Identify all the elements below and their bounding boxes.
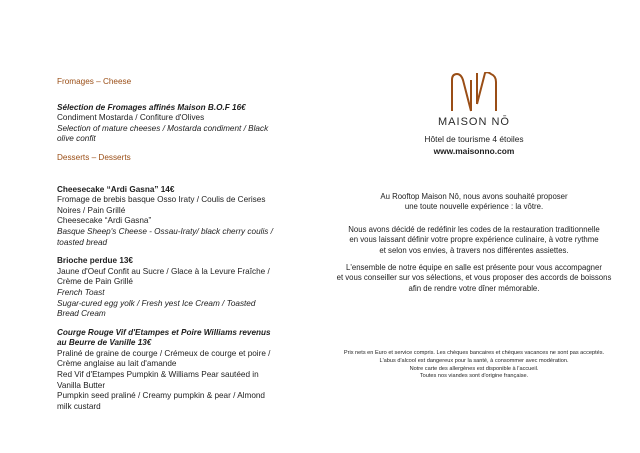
desserts-section-title: Desserts – Desserts [57, 152, 131, 162]
footer-line-2: L'abus d'alcool est dangereux pour la santé, à consommer avec modération. [379, 357, 569, 364]
dessert-1-en: Basque Sheep's Cheese - Ossau-Iraty/ black cherry coulis / [57, 226, 273, 236]
dessert-2-en-2: Bread Cream [57, 309, 106, 319]
dessert-1-en-name: Cheesecake “Ardi Gasna” [57, 216, 152, 226]
dessert-1-fr: Fromage de brebis basque Osso Iraty / Coulis de Cerises [57, 195, 266, 205]
intro-p3-line-1: L'ensemble de notre équipe en salle est présente pour vous accompagner [346, 263, 602, 272]
intro-p2-line-3: et selon vos envies, à travers nos différentes assiettes. [379, 245, 569, 255]
footer-line-4: Toutes nos viandes sont d'origine française. [419, 373, 529, 380]
dessert-1-title: Cheesecake “Ardi Gasna” 14€ [57, 184, 175, 194]
cheese-description-en-2: olive confit [57, 134, 96, 144]
dessert-2-fr: Jaune d'Oeuf Confit au Sucre / Glace à la Levure Fraîche / [57, 266, 270, 276]
cheese-description-en: Selection of mature cheeses / Mostarda condiment / Black [57, 123, 269, 133]
dessert-2-fr-2: Crème de Pain Grillé [57, 277, 133, 287]
intro-p2-line-1: Nous avons décidé de redéfinir les codes de la restauration traditionnelle [348, 225, 600, 234]
menu-column [57, 77, 293, 412]
intro-paragraph-2 [318, 225, 630, 256]
brand-name: MAISON NŌ [438, 116, 510, 128]
dessert-2-en-name: French Toast [57, 287, 105, 297]
dessert-3-en-3: Pumpkin seed praliné / Creamy pumpkin & pear / Almond [57, 391, 265, 401]
dessert-3-fr: Praliné de graine de courge / Crémeux de courge et poire / [57, 348, 271, 358]
dessert-1-en-2: toasted bread [57, 237, 108, 247]
footer-line-1: Prix nets en Euro et service compris. Les chèques bancaires et chèques vacances ne sont pas acceptés. [343, 350, 605, 356]
cheese-dish-title: Sélection de Fromages affinés Maison B.O.F 16€ [57, 102, 246, 112]
hotel-subtitle: Hôtel de tourisme 4 étoiles [424, 134, 524, 144]
intro-p3-line-3: afin de rendre votre dîner mémorable. [408, 283, 540, 293]
dessert-3-fr-2: Crème anglaise au lait d'amande [57, 359, 177, 369]
intro-paragraph-1 [318, 192, 630, 213]
intro-p1-line-2: une toute nouvelle expérience : la vôtre. [404, 202, 544, 212]
cheese-section-title: Fromages – Cheese [57, 77, 132, 86]
dessert-3-en: Red Vif d'Etampes Pumpkin & Williams Pear sautéed in [57, 370, 259, 380]
intro-p2-line-2: en vous laissant définir votre propre expérience culinaire, à votre rythme [349, 235, 599, 245]
website[interactable]: www.maisonno.com [433, 146, 515, 156]
footer-line-3: Notre carte des allergènes est disponible à l'accueil. [409, 365, 539, 372]
dessert-3-title-2: au Beurre de Vanille 13€ [57, 338, 152, 348]
dessert-1-fr-2: Noires / Pain Grillé [57, 205, 126, 215]
dessert-3-title: Courge Rouge Vif d'Etampes et Poire Williams revenus [57, 327, 271, 337]
intro-p1-line-1: Au Rooftop Maison Nô, nous avons souhaité proposer [380, 192, 568, 201]
intro-p3-line-2: et vous conseiller sur vos sélections, et vous proposer des accords de boissons [336, 273, 612, 283]
maison-no-logo-icon [449, 72, 499, 112]
dessert-3-en-2: Vanilla Butter [57, 380, 106, 390]
footer-notes [318, 350, 630, 381]
dessert-2-en: Sugar-cured egg yolk / Fresh yest Ice Cream / Toasted [57, 298, 256, 308]
intro-paragraph-3 [318, 263, 630, 294]
dessert-3-en-4: milk custard [57, 401, 101, 411]
cheese-description-fr: Condiment Mostarda / Confiture d'Olives [57, 113, 205, 123]
dessert-2-title: Brioche perdue 13€ [57, 256, 133, 266]
